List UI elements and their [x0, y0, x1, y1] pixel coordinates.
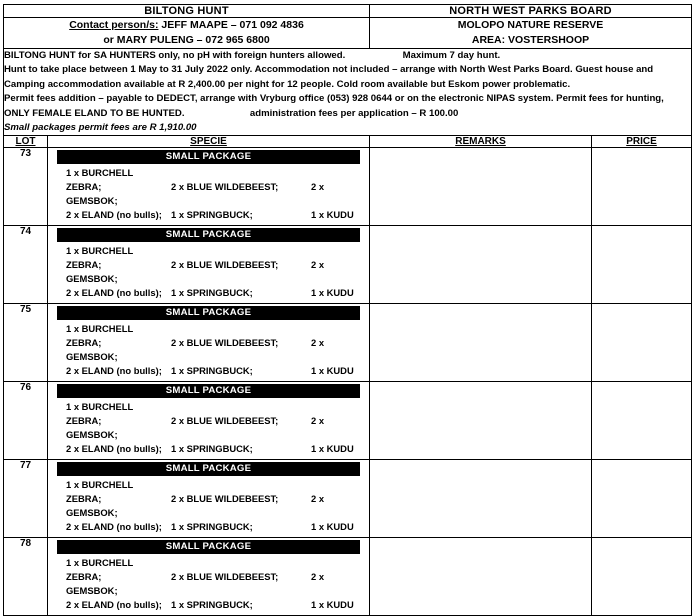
species-eland: 2 x ELAND (no bulls); — [66, 521, 162, 533]
specie-cell — [48, 382, 370, 460]
package-band: SMALL PACKAGE — [57, 384, 360, 398]
species-wildebeest: 2 x BLUE WILDEBEEST; — [171, 181, 279, 193]
species-kudu: 1 x KUDU — [311, 521, 354, 533]
species-gemsbok: 2 x GEMSBOK; — [66, 415, 325, 441]
price-cell[interactable] — [592, 382, 692, 460]
table-row — [4, 382, 692, 460]
lot-number: 78 — [4, 538, 48, 616]
species-wildebeest: 2 x BLUE WILDEBEEST; — [171, 493, 279, 505]
species-wildebeest: 2 x BLUE WILDEBEEST; — [171, 571, 279, 583]
column-header-price: PRICE — [592, 136, 692, 148]
column-header-remarks: REMARKS — [370, 136, 592, 148]
species-springbuck: 1 x SPRINGBUCK; — [171, 209, 253, 221]
column-header-lot: LOT — [4, 136, 48, 148]
species-zebra: 1 x BURCHELL ZEBRA; — [66, 557, 134, 583]
lot-number: 77 — [4, 460, 48, 538]
note-line-3: Camping accommodation available at R 2,400.00 per night for 12 people. Cold room available but Eskom power problematic. — [4, 78, 571, 90]
species-kudu: 1 x KUDU — [311, 599, 354, 611]
price-cell[interactable] — [592, 304, 692, 382]
price-cell[interactable] — [592, 148, 692, 226]
package-lines — [48, 554, 369, 615]
remarks-cell[interactable] — [370, 226, 592, 304]
package-lines — [48, 320, 369, 381]
package-lines — [48, 398, 369, 459]
lot-number: 73 — [4, 148, 48, 226]
column-header-specie: SPECIE — [48, 136, 370, 148]
note-line-1b: Maximum 7 day hunt. — [402, 50, 501, 61]
species-springbuck: 1 x SPRINGBUCK; — [171, 521, 253, 533]
species-zebra: 1 x BURCHELL ZEBRA; — [66, 245, 134, 271]
specie-cell — [48, 226, 370, 304]
column-header-row — [4, 136, 692, 148]
specie-cell — [48, 304, 370, 382]
contact-label: Contact person/s: — [69, 19, 159, 31]
lot-number: 76 — [4, 382, 48, 460]
price-cell[interactable] — [592, 226, 692, 304]
species-zebra: 1 x BURCHELL ZEBRA; — [66, 323, 134, 349]
species-gemsbok: 2 x GEMSBOK; — [66, 181, 325, 207]
species-kudu: 1 x KUDU — [311, 443, 354, 455]
contact-person-2: or MARY PULENG – 072 965 6800 — [103, 34, 270, 46]
species-eland: 2 x ELAND (no bulls); — [66, 443, 162, 455]
specie-cell — [48, 460, 370, 538]
note-line-5a: ONLY FEMALE ELAND TO BE HUNTED. — [4, 107, 185, 119]
species-zebra: 1 x BURCHELL ZEBRA; — [66, 401, 134, 427]
species-eland: 2 x ELAND (no bulls); — [66, 287, 162, 299]
species-wildebeest: 2 x BLUE WILDEBEEST; — [171, 337, 279, 349]
species-kudu: 1 x KUDU — [311, 209, 354, 221]
species-zebra: 1 x BURCHELL ZEBRA; — [66, 479, 134, 505]
species-springbuck: 1 x SPRINGBUCK; — [171, 287, 253, 299]
remarks-cell[interactable] — [370, 304, 592, 382]
remarks-cell[interactable] — [370, 538, 592, 616]
species-kudu: 1 x KUDU — [311, 365, 354, 377]
specie-cell — [48, 538, 370, 616]
title-row — [4, 5, 692, 18]
species-eland: 2 x ELAND (no bulls); — [66, 599, 162, 611]
specie-cell — [48, 148, 370, 226]
hunt-listing-table — [3, 4, 692, 616]
species-zebra: 1 x BURCHELL ZEBRA; — [66, 167, 134, 193]
package-lines — [48, 242, 369, 303]
table-row — [4, 226, 692, 304]
table-row — [4, 460, 692, 538]
note-line-5b: administration fees per application – R 100.00 — [249, 107, 459, 119]
package-band: SMALL PACKAGE — [57, 462, 360, 476]
remarks-cell[interactable] — [370, 382, 592, 460]
reserve-area: AREA: VOSTERSHOOP — [471, 34, 590, 46]
species-kudu: 1 x KUDU — [311, 287, 354, 299]
contact-person-1: JEFF MAAPE – 071 092 4836 — [158, 19, 304, 31]
species-eland: 2 x ELAND (no bulls); — [66, 365, 162, 377]
package-band: SMALL PACKAGE — [57, 150, 360, 164]
price-cell[interactable] — [592, 538, 692, 616]
table-row — [4, 304, 692, 382]
contact-block — [4, 18, 370, 49]
note-line-2: Hunt to take place between 1 May to 31 July 2022 only. Accommodation not included – arrange with North West Parks Board. Guest house and — [4, 64, 654, 76]
species-springbuck: 1 x SPRINGBUCK; — [171, 599, 253, 611]
left-title: BILTONG HUNT — [4, 5, 370, 18]
species-gemsbok: 2 x GEMSBOK; — [66, 493, 325, 519]
contact-row — [4, 18, 692, 49]
species-springbuck: 1 x SPRINGBUCK; — [171, 365, 253, 377]
notes-block — [4, 49, 692, 136]
species-eland: 2 x ELAND (no bulls); — [66, 209, 162, 221]
reserve-name: MOLOPO NATURE RESERVE — [457, 19, 604, 31]
note-line-1 — [4, 49, 691, 63]
note-line-1a: BILTONG HUNT for SA HUNTERS only, no pH with foreign hunters allowed. — [4, 50, 346, 61]
species-wildebeest: 2 x BLUE WILDEBEEST; — [171, 259, 279, 271]
notes-row — [4, 49, 692, 136]
species-springbuck: 1 x SPRINGBUCK; — [171, 443, 253, 455]
lot-number: 74 — [4, 226, 48, 304]
table-row — [4, 538, 692, 616]
species-wildebeest: 2 x BLUE WILDEBEEST; — [171, 415, 279, 427]
table-row — [4, 148, 692, 226]
package-lines — [48, 476, 369, 537]
package-band: SMALL PACKAGE — [57, 540, 360, 554]
note-line-6: Small packages permit fees are R 1,910.00 — [4, 122, 197, 134]
lot-number: 75 — [4, 304, 48, 382]
remarks-cell[interactable] — [370, 460, 592, 538]
note-line-4: Permit fees addition – payable to DEDECT, arrange with Vryburg office (053) 928 0644 or on the electronic NIPAS system. Permit fees for hunting, — [4, 93, 664, 105]
package-band: SMALL PACKAGE — [57, 306, 360, 320]
remarks-cell[interactable] — [370, 148, 592, 226]
species-gemsbok: 2 x GEMSBOK; — [66, 337, 325, 363]
note-line-5 — [4, 107, 691, 121]
package-lines — [48, 164, 369, 225]
species-gemsbok: 2 x GEMSBOK; — [66, 259, 325, 285]
species-gemsbok: 2 x GEMSBOK; — [66, 571, 325, 597]
package-band: SMALL PACKAGE — [57, 228, 360, 242]
reserve-block — [370, 18, 692, 49]
right-title: NORTH WEST PARKS BOARD — [370, 5, 692, 18]
price-cell[interactable] — [592, 460, 692, 538]
